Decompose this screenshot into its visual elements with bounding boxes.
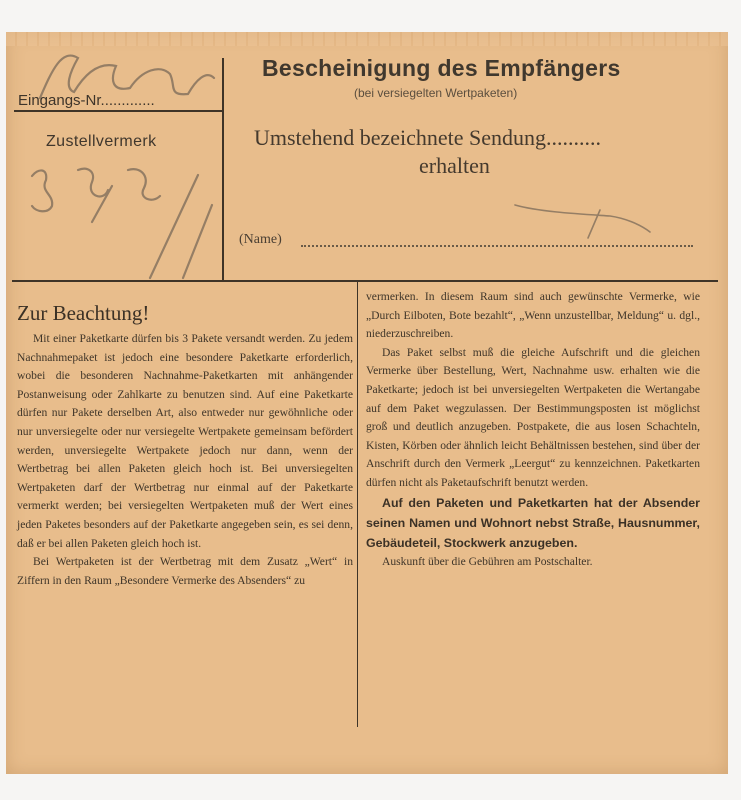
shipment-line-1: Umstehend bezeichnete Sendung.......... (254, 125, 602, 150)
receipt-title: Bescheinigung des Empfängers (262, 55, 621, 81)
divider-eingang-underline (14, 110, 222, 112)
notice-right-paragraph: vermerken. In diesem Raum sind auch gewünschte Vermerke, wie „Durch Eilboten, Bote bezahlt“, „Wenn unzustellbar, Meldung“ u. dgl., niederzuschreiben. (366, 290, 700, 341)
divider-vertical-columns (357, 282, 358, 727)
name-signature-line (301, 244, 693, 247)
name-label: (Name) (239, 232, 282, 247)
zustellvermerk-label: Zustellvermerk (46, 133, 157, 150)
notice-left-paragraph: Bei Wertpaketen ist der Wertbetrag mit dem Zusatz „Wert“ in Ziffern in den Raum „Besondere Vermerke des Absenders“ zu (17, 555, 353, 587)
notice-heading: Zur Beachtung! (17, 301, 150, 325)
notice-right-column (366, 288, 700, 571)
notice-left-column (17, 300, 353, 590)
shipment-line-2: erhalten (419, 153, 490, 178)
receipt-subtitle: (bei versiegelten Wertpaketen) (354, 86, 518, 100)
divider-vertical-top (222, 58, 224, 280)
divider-horizontal-middle (12, 280, 718, 282)
notice-right-paragraph: Das Paket selbst muß die gleiche Aufschrift und die gleichen Vermerke über Bestellung, Wert, Nachnahme usw. erhalten wie die Paketkarte; jedoch ist bei unversiegelten Wertpaketen die Wertangabe auf dem Paket wegzulassen. Der Bestimmungsposten ist möglichst groß und deutlich anzugeben. Postpakete, die aus losen Schachteln, Kisten, Körben oder ähnlich leicht Behältnissen bestehen, sind über der Anschrift durch den Vermerk „Leergut“ zu kennzeichnen. Paketkarten dürfen nicht als Paketaufschrift benutzt werden. (366, 345, 700, 489)
eingangs-nr-label: Eingangs-Nr............. (18, 92, 155, 109)
notice-right-paragraph: Auskunft über die Gebühren am Postschalter. (382, 554, 593, 568)
notice-left-paragraph: Mit einer Paketkarte dürfen bis 3 Pakete versandt werden. Zu jedem Nachnahmepaket ist jedoch eine besondere Paketkarte erforderlich, wobei die besonderen Nachnahme-Paketkarten mit anhängender Postanweisung oder Zahlkarte zu benutzen sind. Auf eine Paketkarte dürfen nur Pakete derselben Art, also entweder nur gewöhnliche oder nur unversiegelte oder nur versiegelte Wertpakete gemeinsam befördert werden, unversiegelte Wertpakete jedoch nur dann, wenn der Wertbetrag bei allen Paketen gleich hoch ist. Bei unversiegelten Wertpaketen darf der Wertbetrag nur einmal auf der Paketkarte vermerkt werden; bei versiegelten Wertpaketen muß der Wert eines jeden Paketes besonders auf der Paketkarte angegeben sein, es sei denn, daß er bei allen Paketen gleich hoch ist. (17, 332, 353, 550)
shipment-confirmation (254, 124, 704, 180)
notice-right-paragraph-bold: Auf den Paketen und Paketkarten hat der Absender seinen Namen und Wohnort nebst Straße, Hausnummer, Gebäudeteil, Stockwerk anzugeben. (366, 495, 700, 550)
